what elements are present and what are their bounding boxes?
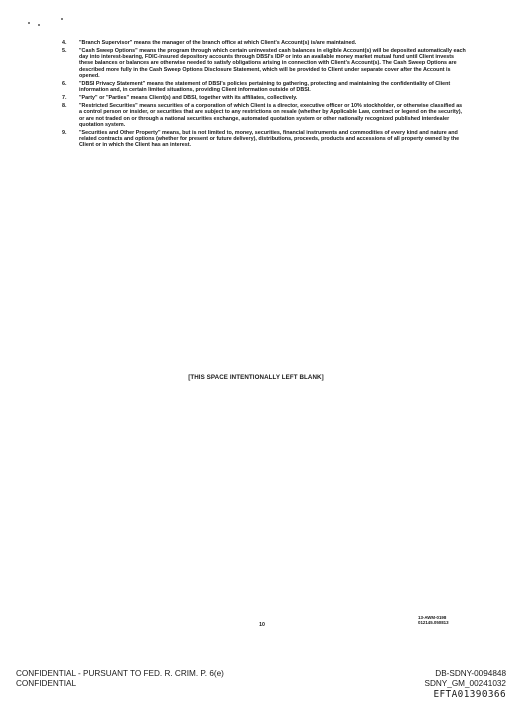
page-number: 10 [259,622,265,628]
definition-number: 5. [62,47,67,54]
definition-item [62,81,466,94]
bates-number: SDNY_GM_00241032 [424,679,506,689]
scan-speck [38,24,40,26]
definition-text: "Cash Sweep Options" means the program through which certain uninvested cash balances in eligible Account(s) will be deposited automatically each day into interest-bearing, FDIC-insured depository accounts through DBSI's IDP or into an available money market mutual fund until Client invests these balances or balances are otherwise needed to satisfy obligations arising in connection with Client's Account(s). The Cash Sweep Options are described more fully in the Cash Sweep Options Disclosure Statement, which will be provided to Client under separate cover after the Account is opened. [79,47,466,80]
definition-text: "DBSI Privacy Statement" means the statement of DBSI's policies pertaining to gathering, protecting and maintaining the confidentiality of Client information and, in certain limited situations, providing Client information outside of DBSI. [79,80,451,94]
definition-item [62,103,466,128]
definition-number: 6. [62,80,67,87]
definitions-list [62,40,466,150]
definition-text: "Branch Supervisor" means the manager of the branch office at which Client's Account(s) is/are maintained. [79,40,357,46]
confidentiality-footer [16,669,224,690]
definition-item [62,40,466,46]
definition-item [62,48,466,79]
definition-item [62,130,466,149]
confidentiality-notice: CONFIDENTIAL - PURSUANT TO FED. R. CRIM. P. 6(e) [16,669,224,678]
bates-numbers [425,669,506,700]
scan-specks [28,14,68,30]
definition-number: 4. [62,40,67,46]
scan-speck [28,22,30,24]
definition-number: 9. [62,129,67,136]
efta-number: EFTA01390366 [433,688,506,700]
definition-text: "Restricted Securities" means securities of a corporation of which Client is a director, executive officer or 10% stockholder, or otherwise classified as a control person or insider, or securities that are subject to any restrictions on resale (whether by Applicable Law, contract or legend on the security), or are not traded on or through a national securities exchange, automated quotation system or other nationally recognized published interdealer quotation system. [79,103,463,128]
document-code [418,615,449,625]
scan-speck [61,18,63,20]
definition-number: 8. [62,103,67,110]
bates-number: DB-SDNY-0094848 [435,669,506,678]
definition-number: 7. [62,95,67,102]
document-code-line: 13-AWM-0198 [418,615,447,620]
document-code-line: 012145.050813 [418,620,449,625]
definition-text: "Securities and Other Property" means, but is not limited to, money, securities, financial instruments and commodities of every kind and nature and related contracts and options (whether for present or future delivery), distributions, proceeds, products and accessions of all property owned by the Client or in which the Client has an interest. [79,129,460,149]
definition-text: "Party" or "Parties" means Client(s) and DBSI, together with its affiliates, collectively. [79,95,298,102]
blank-space-notice: [THIS SPACE INTENTIONALLY LEFT BLANK] [188,374,324,381]
definition-item [62,95,466,101]
confidentiality-label: CONFIDENTIAL [16,679,77,689]
